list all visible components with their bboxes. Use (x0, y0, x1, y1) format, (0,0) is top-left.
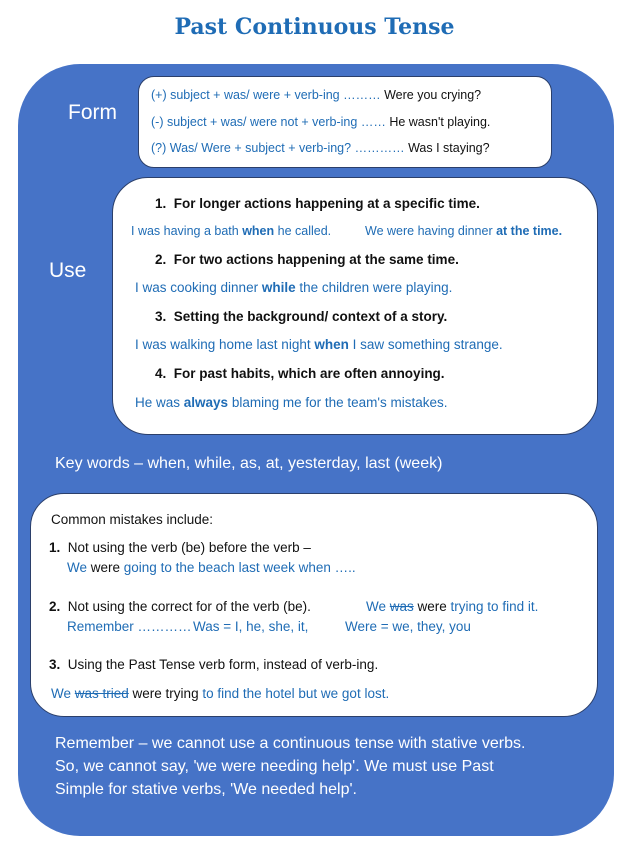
remember-line-3: Simple for stative verbs, 'We needed help'. (55, 781, 357, 798)
use-label: Use (49, 259, 87, 282)
example-text: We (67, 560, 88, 575)
heading-text: Setting the background/ context of a story. (173, 309, 448, 324)
example-text: We (366, 599, 390, 614)
example-text: to find the hotel but we got lost. (202, 686, 390, 701)
form-dots: …… (360, 115, 386, 129)
mistake-2-example (366, 599, 538, 614)
keyword: while (261, 280, 296, 295)
item-number: 2. (155, 252, 167, 267)
use-example-1b (365, 224, 562, 238)
correct-verb: were (413, 599, 451, 614)
use-example-4 (135, 395, 448, 410)
mistake-1-example (67, 560, 356, 575)
keyword: when (242, 224, 275, 238)
example-text: We (51, 686, 75, 701)
example-text: he called. (274, 224, 332, 238)
remember-line-2: So, we cannot say, 'we were needing help'. We must use Past (55, 758, 494, 775)
mistake-3-example (51, 686, 389, 701)
keyword: at the time. (496, 224, 563, 238)
item-number: 3. (155, 309, 167, 324)
remember-rule: Remember ………… (67, 619, 192, 634)
form-dots: ……… (343, 88, 381, 102)
form-dots: ………… (354, 141, 405, 155)
item-number: 4. (155, 366, 167, 381)
example-text: He was (135, 395, 184, 410)
heading-text: For past habits, which are often annoying. (173, 366, 445, 381)
use-example-2 (135, 280, 452, 295)
mistake-text: Using the Past Tense verb form, instead of verb-ing. (67, 657, 379, 672)
form-pattern: (?) Was/ Were + subject + verb-ing? (151, 141, 352, 155)
example-text: I was cooking dinner (135, 280, 262, 295)
heading-text: For two actions happening at the same time. (173, 252, 459, 267)
use-heading-2 (155, 252, 459, 267)
example-text: going to the beach last week when ….. (123, 560, 356, 575)
example-text: trying to find it. (450, 599, 539, 614)
mistakes-intro: Common mistakes include: (51, 512, 214, 527)
form-pattern: (-) subject + was/ were not + verb-ing (151, 115, 358, 129)
mistakes-box (30, 493, 598, 717)
use-example-3 (135, 337, 503, 352)
correct-verb: were (87, 560, 124, 575)
form-example: Were you crying? (384, 88, 482, 102)
was-rule: Was = I, he, she, it, (193, 619, 309, 634)
form-row-positive (151, 88, 481, 102)
use-heading-4 (155, 366, 445, 381)
keyword: always (183, 395, 229, 410)
use-box (112, 177, 598, 435)
form-pattern: (+) subject + was/ were + verb-ing (151, 88, 340, 102)
mistake-text: Not using the correct for of the verb (be). (67, 599, 311, 614)
use-heading-1 (155, 196, 480, 211)
mistake-2 (49, 599, 311, 614)
mistake-1 (49, 540, 311, 555)
incorrect-verb: was (389, 599, 414, 614)
item-number: 1. (155, 196, 167, 211)
form-example: He wasn't playing. (389, 115, 491, 129)
use-example-1a (131, 224, 331, 238)
example-text: I saw something strange. (348, 337, 503, 352)
mistake-3 (49, 657, 378, 672)
heading-text: For longer actions happening at a specific time. (173, 196, 480, 211)
form-row-question (151, 141, 490, 155)
correct-verb: were trying (128, 686, 203, 701)
were-rule: Were = we, they, you (345, 619, 471, 634)
example-text: I was having a bath (131, 224, 243, 238)
item-number: 1. (49, 540, 61, 555)
item-number: 2. (49, 599, 61, 614)
remember-line-1: Remember – we cannot use a continuous tense with stative verbs. (55, 735, 526, 752)
form-row-negative (151, 115, 490, 129)
example-text: We were having dinner (365, 224, 497, 238)
example-text: blaming me for the team's mistakes. (228, 395, 448, 410)
main-panel (18, 64, 614, 836)
keyword: when (314, 337, 349, 352)
incorrect-verb: was tried (74, 686, 129, 701)
form-label: Form (68, 101, 117, 124)
form-example: Was I staying? (408, 141, 490, 155)
mistake-text: Not using the verb (be) before the verb – (67, 540, 311, 555)
form-box (138, 76, 552, 168)
example-text: I was walking home last night (135, 337, 315, 352)
key-words: Key words – when, while, as, at, yesterday, last (week) (55, 455, 443, 472)
use-heading-3 (155, 309, 447, 324)
item-number: 3. (49, 657, 61, 672)
page-title: Past Continuous Tense (174, 14, 455, 40)
example-text: the children were playing. (295, 280, 453, 295)
